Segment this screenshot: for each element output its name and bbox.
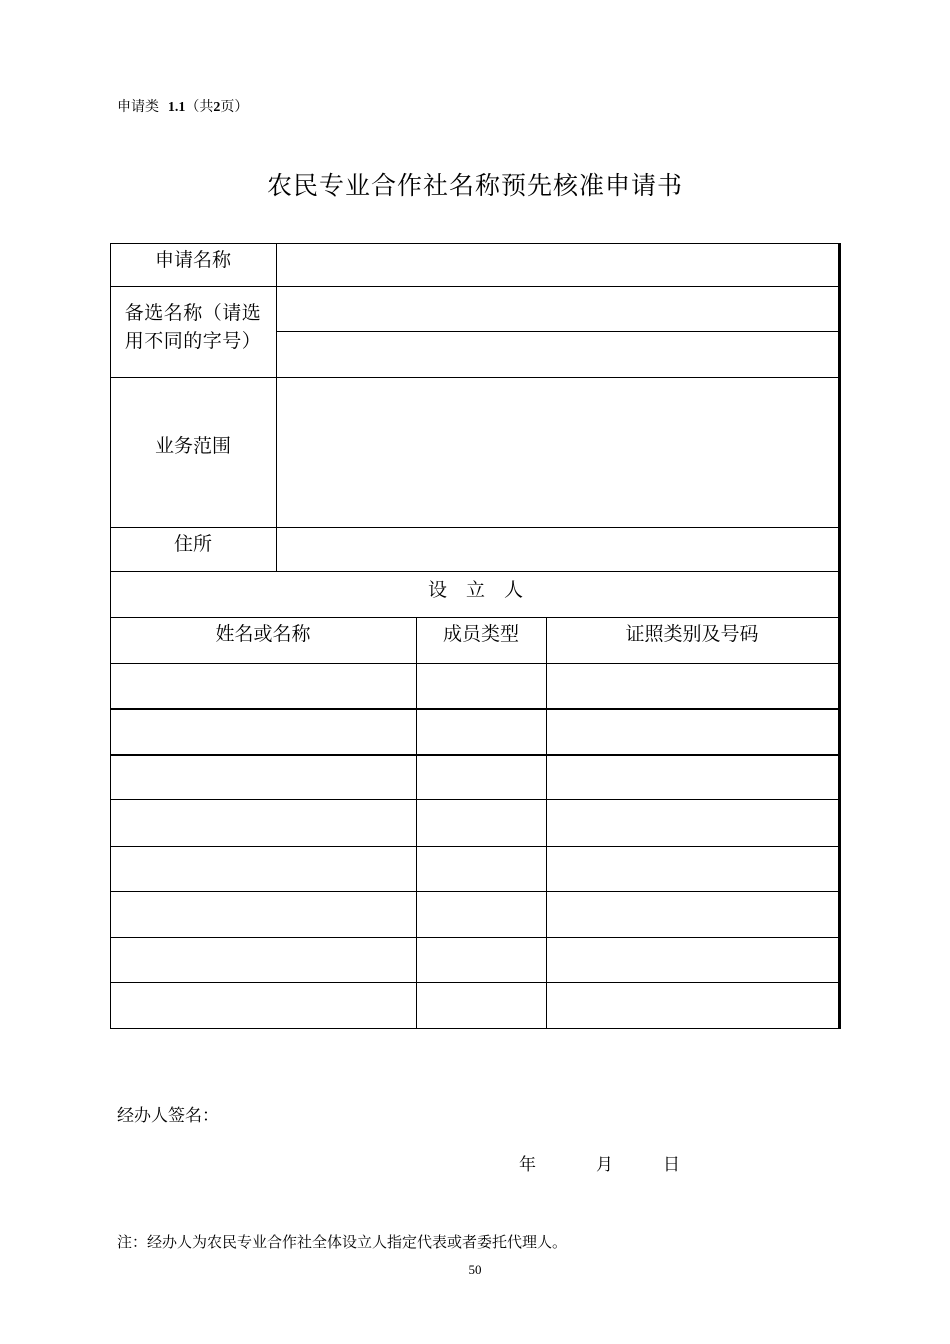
alternative-name-label-line1: 备选名称（请选 — [124, 302, 262, 324]
founder-name-field[interactable] — [111, 756, 416, 799]
id-document-field[interactable] — [547, 710, 838, 754]
member-type-column-header: 成员类型 — [442, 623, 519, 645]
business-scope-field[interactable] — [277, 378, 838, 527]
founder-name-field[interactable] — [111, 847, 416, 891]
member-type-field[interactable] — [417, 847, 546, 891]
founder-name-field[interactable] — [111, 800, 416, 846]
table-border-bottom — [110, 1028, 841, 1029]
founder-name-field[interactable] — [111, 710, 416, 754]
member-type-field[interactable] — [417, 892, 546, 937]
form-title: 农民专业合作社名称预先核准申请书 — [266, 171, 683, 200]
footnote: 注：经办人为农民专业合作社全体设立人指定代表或者委托代理人。 — [117, 1233, 568, 1251]
member-type-field[interactable] — [417, 800, 546, 846]
member-type-field[interactable] — [417, 938, 546, 982]
founder-name-column-header: 姓名或名称 — [215, 623, 311, 645]
date-year-label: 年 — [519, 1155, 536, 1175]
application-form-table — [110, 243, 841, 1029]
page-number: 50 — [468, 1262, 482, 1277]
applied-name-label: 申请名称 — [154, 249, 231, 271]
id-document-column-header: 证照类别及号码 — [625, 623, 759, 645]
alternative-name-field-1[interactable] — [277, 287, 838, 331]
row-divider — [110, 571, 841, 572]
form-category-note — [117, 98, 248, 117]
id-document-field[interactable] — [547, 664, 838, 708]
row-divider — [110, 617, 841, 618]
date-month-label: 月 — [596, 1155, 613, 1175]
table-border-right — [838, 243, 841, 1029]
founder-name-field[interactable] — [111, 983, 416, 1028]
id-document-field[interactable] — [547, 756, 838, 799]
id-document-field[interactable] — [547, 938, 838, 982]
id-document-field[interactable] — [547, 892, 838, 937]
page-count-close: 页） — [220, 99, 249, 115]
business-scope-label: 业务范围 — [154, 435, 231, 457]
founder-name-field[interactable] — [111, 664, 416, 708]
page-count-open: （共 — [185, 99, 214, 115]
date-day-label: 日 — [663, 1155, 680, 1175]
member-type-field[interactable] — [417, 710, 546, 754]
form-code: 1.1 — [167, 100, 186, 115]
id-document-field[interactable] — [547, 983, 838, 1028]
form-category-prefix: 申请类 — [117, 99, 159, 115]
member-type-field[interactable] — [417, 983, 546, 1028]
founders-section-header: 设 立 人 — [427, 579, 523, 601]
founder-name-field[interactable] — [111, 938, 416, 982]
handler-signature-label: 经办人签名： — [117, 1106, 219, 1126]
address-field[interactable] — [277, 528, 838, 571]
id-document-field[interactable] — [547, 847, 838, 891]
id-document-field[interactable] — [547, 800, 838, 846]
member-type-field[interactable] — [417, 664, 546, 708]
alternative-name-field-2[interactable] — [277, 332, 838, 377]
page-count: 2 — [213, 100, 221, 115]
alternative-name-label-line2: 用不同的字号） — [124, 330, 262, 352]
founder-name-field[interactable] — [111, 892, 416, 937]
member-type-field[interactable] — [417, 756, 546, 799]
address-label: 住所 — [173, 533, 212, 555]
applied-name-field[interactable] — [277, 244, 838, 286]
